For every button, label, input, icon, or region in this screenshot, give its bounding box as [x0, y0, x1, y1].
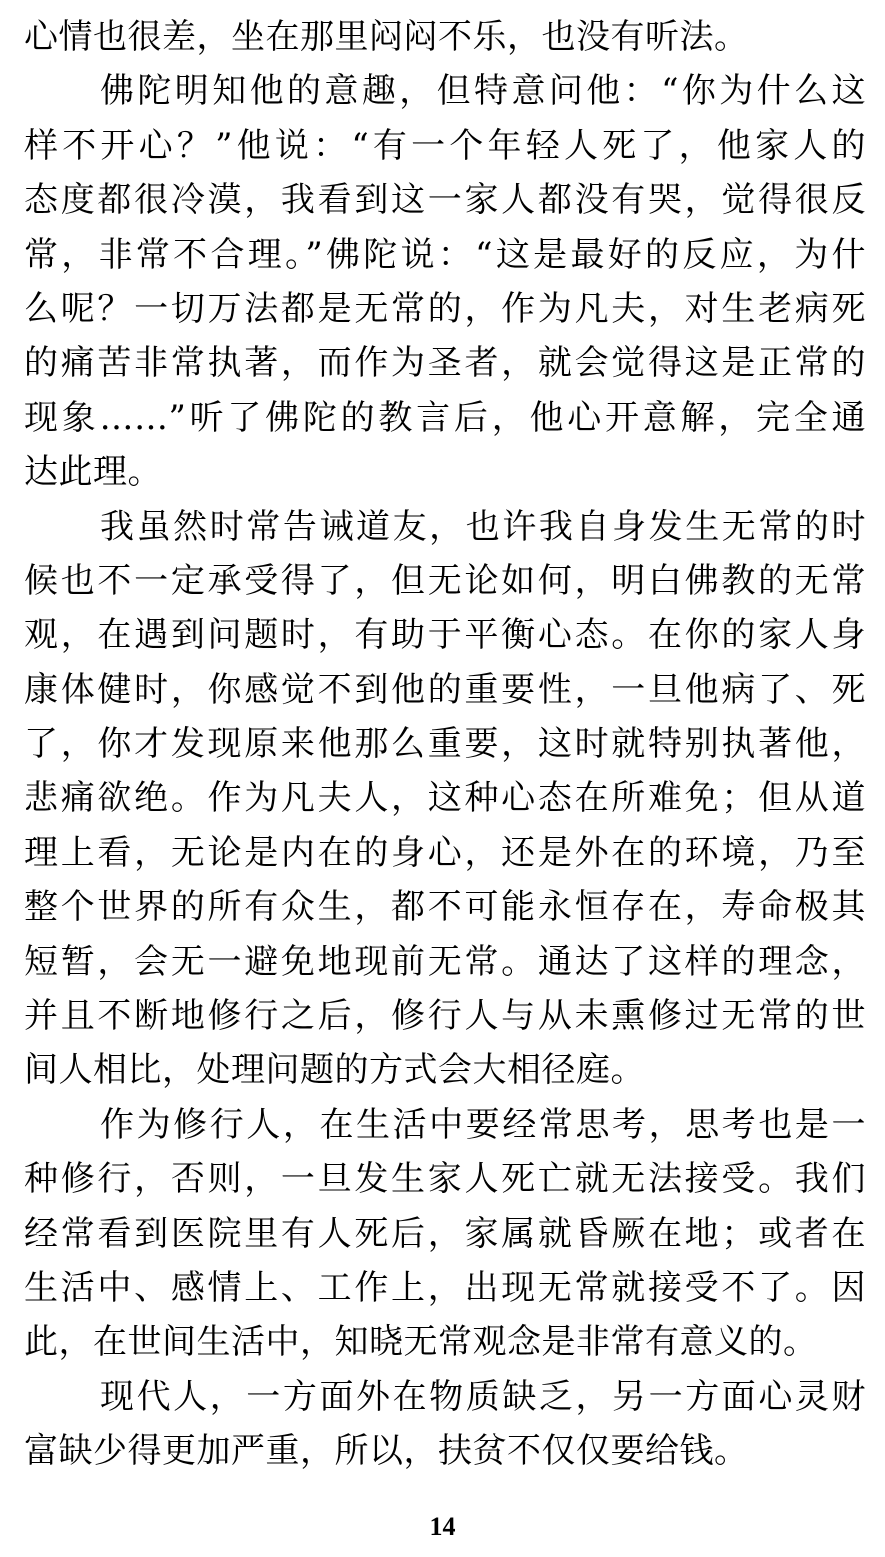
text-line: 我虽然时常告诫道友，也许我自身发生无常的时 [100, 506, 866, 547]
text-line: 常，非常不合理。”佛陀说：“这是最好的反应，为什 [24, 234, 866, 275]
text-line: 现代人，一方面外在物质缺乏，另一方面心灵财 [100, 1376, 866, 1417]
text-line: 富缺少得更加严重，所以，扶贫不仅仅要给钱。 [24, 1431, 749, 1472]
text-line: 理上看，无论是内在的身心，还是外在的环境，乃至 [24, 832, 866, 873]
text-line: 样不开心？”他说：“有一个年轻人死了，他家人的 [24, 125, 866, 166]
text-line: 整个世界的所有众生，都不可能永恒存在，寿命极其 [24, 887, 866, 928]
text-line: 心情也很差，坐在那里闷闷不乐，也没有听法。 [24, 17, 749, 57]
text-line: 达此理。 [24, 452, 162, 493]
text-line: 此，在世间生活中，知晓无常观念是非常有意义的。 [24, 1322, 818, 1363]
text-line: 短暂，会无一避免地现前无常。通达了这样的理念， [24, 941, 866, 982]
text-line: 间人相比，处理问题的方式会大相径庭。 [24, 1050, 645, 1091]
text-line: 候也不一定承受得了，但无论如何，明白佛教的无常 [24, 560, 866, 601]
text-line: 作为修行人，在生活中要经常思考，思考也是一 [100, 1104, 866, 1145]
text-line: 并且不断地修行之后，修行人与从未熏修过无常的世 [24, 996, 866, 1037]
text-line: 生活中、感情上、工作上，出现无常就接受不了。因 [24, 1267, 866, 1308]
text-line: 态度都很冷漠，我看到这一家人都没有哭，觉得很反 [24, 180, 866, 221]
body-text [24, 10, 866, 1479]
text-line: 现象……”听了佛陀的教言后，他心开意解，完全通 [24, 397, 866, 438]
page-number: 14 [429, 1512, 456, 1541]
text-line: 观，在遇到问题时，有助于平衡心态。在你的家人身 [24, 615, 866, 656]
text-line: 经常看到医院里有人死后，家属就昏厥在地；或者在 [24, 1213, 866, 1254]
text-line: 的痛苦非常执著，而作为圣者，就会觉得这是正常的 [24, 343, 866, 384]
text-line: 了，你才发现原来他那么重要，这时就特别执著他， [24, 724, 866, 765]
text-line: 么呢？一切万法都是无常的，作为凡夫，对生老病死 [24, 288, 866, 329]
text-line: 康体健时，你感觉不到他的重要性，一旦他病了、死 [24, 669, 866, 710]
text-line: 悲痛欲绝。作为凡夫人，这种心态在所难免；但从道 [24, 778, 866, 819]
text-line: 种修行，否则，一旦发生家人死亡就无法接受。我们 [24, 1159, 866, 1200]
text-line: 佛陀明知他的意趣，但特意问他：“你为什么这 [100, 71, 866, 112]
